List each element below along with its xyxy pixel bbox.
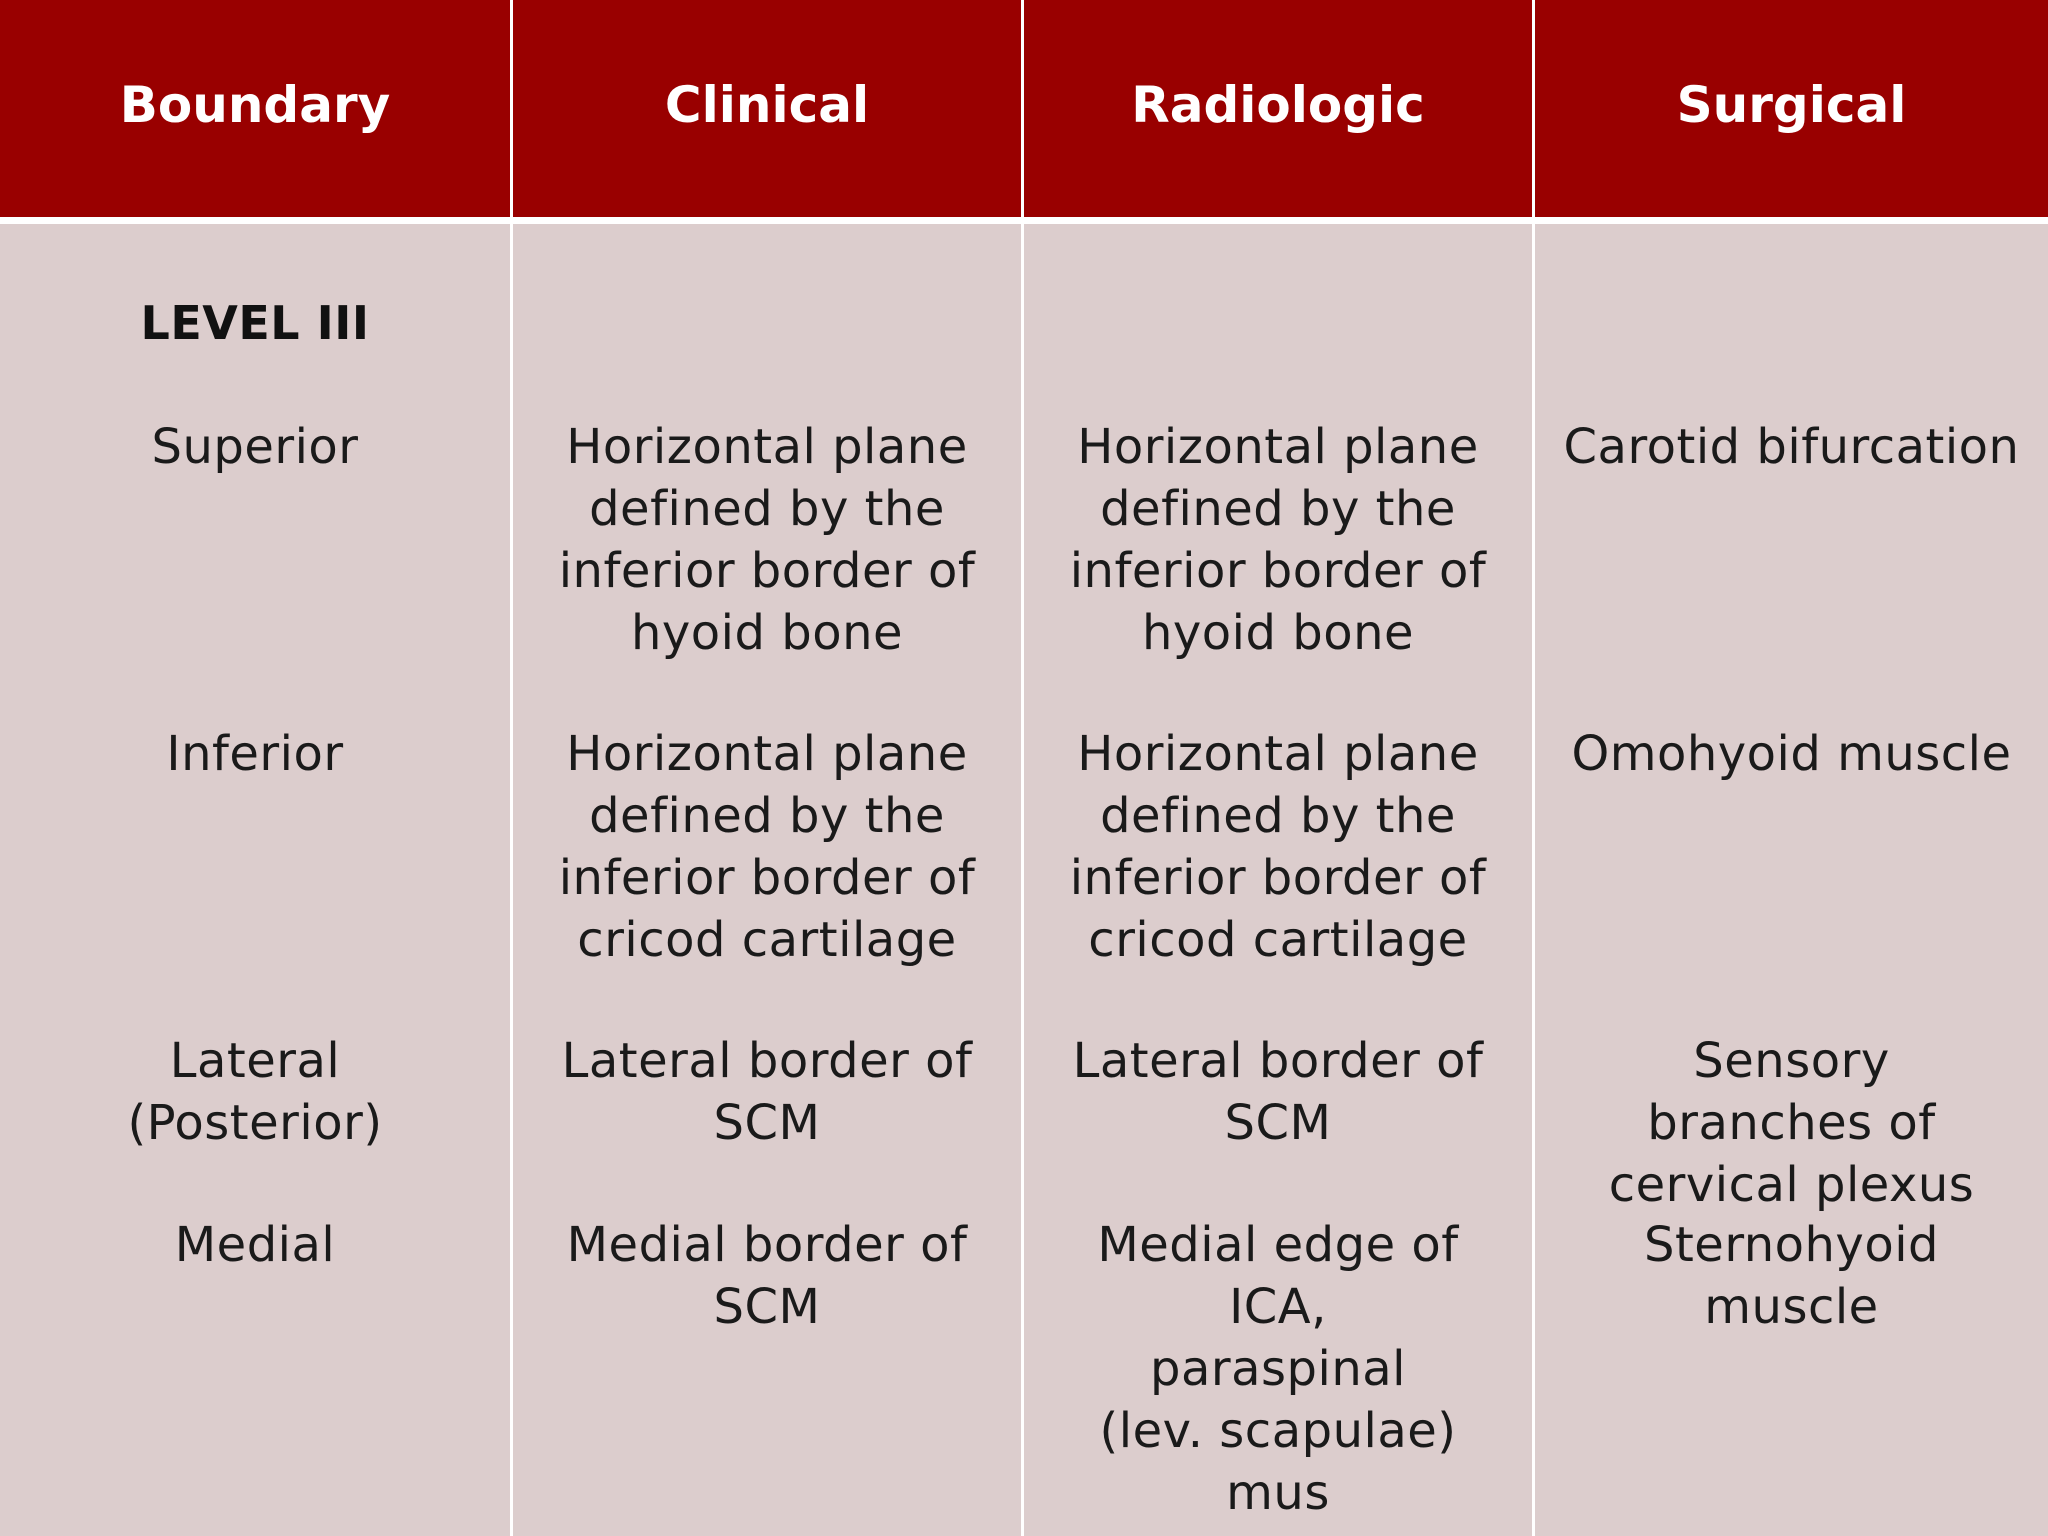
row-lateral-boundary: Lateral (Posterior)	[127, 1033, 383, 1151]
row-superior-boundary: Superior	[151, 419, 359, 475]
row-medial-boundary: Medial	[174, 1217, 336, 1273]
row-lateral-surgical: Sensory branches of cervical plexus	[1608, 1033, 1975, 1213]
row-inferior-clinical: Horizontal plane defined by the inferior border of cricod cartilage	[558, 726, 976, 968]
row-inferior-boundary: Inferior	[166, 726, 344, 782]
row-medial-radiologic: Medial edge of ICA, paraspinal (lev. scapulae) mus	[1097, 1217, 1459, 1521]
row-lateral-clinical: Lateral border of SCM	[561, 1033, 973, 1151]
row-inferior-radiologic: Horizontal plane defined by the inferior border of cricod cartilage	[1069, 726, 1487, 968]
row-medial-surgical: Sternohyoid muscle	[1644, 1217, 1939, 1335]
level-title: LEVEL III	[140, 296, 370, 350]
header-boundary: Boundary	[0, 0, 510, 217]
header-surgical: Surgical	[1535, 0, 2048, 217]
row-lateral-radiologic: Lateral border of SCM	[1072, 1033, 1484, 1151]
row-superior-clinical: Horizontal plane defined by the inferior border of hyoid bone	[558, 419, 976, 661]
header-radiologic: Radiologic	[1024, 0, 1532, 217]
header-clinical: Clinical	[513, 0, 1021, 217]
table-header-row	[0, 0, 2048, 217]
row-medial-clinical: Medial border of SCM	[566, 1217, 968, 1335]
row-superior-surgical: Carotid bifurcation	[1563, 419, 2020, 475]
row-superior-radiologic: Horizontal plane defined by the inferior border of hyoid bone	[1069, 419, 1487, 661]
row-inferior-surgical: Omohyoid muscle	[1571, 726, 2012, 782]
